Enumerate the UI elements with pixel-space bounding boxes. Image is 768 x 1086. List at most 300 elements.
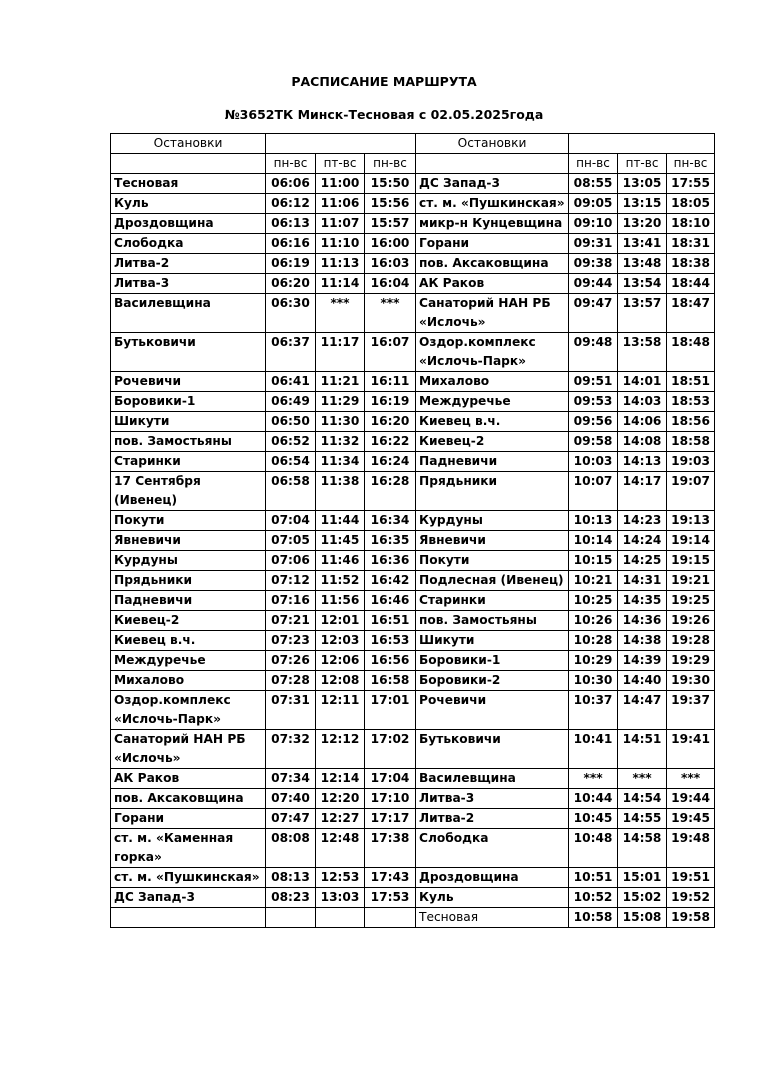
table-row (111, 571, 715, 591)
stop-name-outbound: Рочевичи (111, 372, 266, 392)
time-return: 14:51 (618, 730, 667, 769)
time-outbound: 06:20 (266, 274, 316, 294)
table-row (111, 174, 715, 194)
day-header: пн-вс (569, 154, 618, 174)
time-outbound: 17:17 (365, 809, 416, 829)
stop-name-outbound: пов. Аксаковщина (111, 789, 266, 809)
stop-name-return: Оздор.комплекс «Ислочь-Парк» (416, 333, 569, 372)
header-blank-cell (416, 154, 569, 174)
time-outbound: 11:38 (316, 472, 365, 511)
time-return: 19:15 (667, 551, 715, 571)
stop-name-return: Михалово (416, 372, 569, 392)
time-outbound: 11:10 (316, 234, 365, 254)
stop-name-return: Прядьники (416, 472, 569, 511)
time-outbound: 17:10 (365, 789, 416, 809)
time-return: 14:39 (618, 651, 667, 671)
time-return: 18:44 (667, 274, 715, 294)
time-return: 14:38 (618, 631, 667, 651)
stop-name-return: Падневичи (416, 452, 569, 472)
table-row (111, 691, 715, 730)
time-return: 10:14 (569, 531, 618, 551)
table-row (111, 274, 715, 294)
time-outbound: 07:26 (266, 651, 316, 671)
time-outbound: 07:04 (266, 511, 316, 531)
time-outbound: 15:50 (365, 174, 416, 194)
time-return: 19:13 (667, 511, 715, 531)
table-row (111, 392, 715, 412)
stop-name-outbound: ст. м. «Каменная горка» (111, 829, 266, 868)
time-return: 19:14 (667, 531, 715, 551)
time-outbound: 17:43 (365, 868, 416, 888)
time-return: *** (667, 769, 715, 789)
stop-name-return: микр-н Кунцевщина (416, 214, 569, 234)
time-outbound: 07:23 (266, 631, 316, 651)
stop-name-return: Рочевичи (416, 691, 569, 730)
time-return: 10:37 (569, 691, 618, 730)
table-row (111, 333, 715, 372)
time-return: 19:37 (667, 691, 715, 730)
stop-name-outbound: Бутьковичи (111, 333, 266, 372)
stop-name-return: Литва-2 (416, 809, 569, 829)
time-return: 19:03 (667, 452, 715, 472)
time-return: 10:41 (569, 730, 618, 769)
time-return: 14:31 (618, 571, 667, 591)
table-row (111, 412, 715, 432)
time-return: 14:54 (618, 789, 667, 809)
stop-name-return: Киевец в.ч. (416, 412, 569, 432)
table-row (111, 472, 715, 511)
time-return: 10:29 (569, 651, 618, 671)
time-outbound: 06:19 (266, 254, 316, 274)
stop-name-outbound: Литва-2 (111, 254, 266, 274)
table-row (111, 789, 715, 809)
time-return: 14:25 (618, 551, 667, 571)
time-outbound (365, 908, 416, 928)
stop-name-outbound: Литва-3 (111, 274, 266, 294)
day-header: пн-вс (667, 154, 715, 174)
time-outbound: 11:34 (316, 452, 365, 472)
time-outbound: 12:20 (316, 789, 365, 809)
time-return: 08:55 (569, 174, 618, 194)
time-return: 10:51 (569, 868, 618, 888)
time-outbound (266, 908, 316, 928)
time-outbound: 06:13 (266, 214, 316, 234)
stop-name-outbound: Курдуны (111, 551, 266, 571)
stop-name-outbound: Боровики-1 (111, 392, 266, 412)
table-row (111, 829, 715, 868)
time-outbound: 07:12 (266, 571, 316, 591)
time-return: 18:10 (667, 214, 715, 234)
time-outbound: 08:13 (266, 868, 316, 888)
table-row (111, 551, 715, 571)
time-return: 09:44 (569, 274, 618, 294)
stop-name-outbound: Санаторий НАН РБ «Ислочь» (111, 730, 266, 769)
time-outbound: 16:36 (365, 551, 416, 571)
time-return: 10:44 (569, 789, 618, 809)
time-return: 09:53 (569, 392, 618, 412)
stop-name-outbound: пов. Замостьяны (111, 432, 266, 452)
table-row (111, 294, 715, 333)
time-outbound: 16:24 (365, 452, 416, 472)
time-return: 13:54 (618, 274, 667, 294)
table-row (111, 372, 715, 392)
stop-name-outbound: Оздор.комплекс «Ислочь-Парк» (111, 691, 266, 730)
time-outbound: 06:37 (266, 333, 316, 372)
time-return: 14:23 (618, 511, 667, 531)
time-outbound: 11:52 (316, 571, 365, 591)
time-return: 10:45 (569, 809, 618, 829)
header-blank-left (266, 134, 416, 154)
time-return: 19:44 (667, 789, 715, 809)
time-return: 19:45 (667, 809, 715, 829)
time-outbound: 12:06 (316, 651, 365, 671)
stop-name-return: Литва-3 (416, 789, 569, 809)
time-outbound: 12:48 (316, 829, 365, 868)
time-outbound: *** (316, 294, 365, 333)
day-header: пт-вс (618, 154, 667, 174)
time-return: 19:52 (667, 888, 715, 908)
stop-name-return: Старинки (416, 591, 569, 611)
stop-name-outbound: Тесновая (111, 174, 266, 194)
time-return: 14:17 (618, 472, 667, 511)
time-return: 10:58 (569, 908, 618, 928)
time-outbound: 12:03 (316, 631, 365, 651)
stop-name-outbound: Явневичи (111, 531, 266, 551)
stop-name-outbound: Падневичи (111, 591, 266, 611)
stop-name-return: Бутьковичи (416, 730, 569, 769)
day-header: пт-вс (316, 154, 365, 174)
time-return: 09:47 (569, 294, 618, 333)
time-outbound: 17:53 (365, 888, 416, 908)
stops-header-right: Остановки (416, 134, 569, 154)
time-return: 18:47 (667, 294, 715, 333)
time-outbound: 11:45 (316, 531, 365, 551)
time-return: 19:51 (667, 868, 715, 888)
stop-name-outbound: Горани (111, 809, 266, 829)
time-return: 18:51 (667, 372, 715, 392)
time-outbound: 11:00 (316, 174, 365, 194)
time-return: 14:13 (618, 452, 667, 472)
time-return: 13:48 (618, 254, 667, 274)
time-outbound: 11:29 (316, 392, 365, 412)
stop-name-outbound: Дроздовщина (111, 214, 266, 234)
stop-name-return: Василевщина (416, 769, 569, 789)
time-outbound: 13:03 (316, 888, 365, 908)
time-return: 19:58 (667, 908, 715, 928)
time-return: 10:13 (569, 511, 618, 531)
time-return: 13:57 (618, 294, 667, 333)
stop-name-outbound: Прядьники (111, 571, 266, 591)
table-row (111, 611, 715, 631)
time-outbound: 16:22 (365, 432, 416, 452)
time-outbound: 06:41 (266, 372, 316, 392)
table-row (111, 730, 715, 769)
stop-name-return: Покути (416, 551, 569, 571)
time-outbound: 07:05 (266, 531, 316, 551)
stop-name-return: Санаторий НАН РБ «Ислочь» (416, 294, 569, 333)
time-return: 18:58 (667, 432, 715, 452)
time-outbound: 17:38 (365, 829, 416, 868)
table-row (111, 651, 715, 671)
table-row (111, 631, 715, 651)
time-return: 09:58 (569, 432, 618, 452)
time-outbound (316, 908, 365, 928)
time-return: 18:53 (667, 392, 715, 412)
time-return: 10:21 (569, 571, 618, 591)
time-outbound: 08:08 (266, 829, 316, 868)
time-return: 10:26 (569, 611, 618, 631)
stop-name-outbound: Междуречье (111, 651, 266, 671)
time-outbound: 16:56 (365, 651, 416, 671)
route-subtitle: №3652ТК Минск-Тесновая с 02.05.2025года (224, 107, 544, 122)
stop-name-outbound: Василевщина (111, 294, 266, 333)
stop-name-outbound: Слободка (111, 234, 266, 254)
time-return: 14:47 (618, 691, 667, 730)
time-outbound: 07:32 (266, 730, 316, 769)
time-return: *** (618, 769, 667, 789)
stop-name-outbound: 17 Сентября (Ивенец) (111, 472, 266, 511)
time-return: 14:58 (618, 829, 667, 868)
time-outbound: 16:07 (365, 333, 416, 372)
time-outbound: 11:30 (316, 412, 365, 432)
time-return: 09:31 (569, 234, 618, 254)
time-outbound: 06:54 (266, 452, 316, 472)
time-outbound: 12:53 (316, 868, 365, 888)
time-return: 15:01 (618, 868, 667, 888)
time-return: 13:58 (618, 333, 667, 372)
stop-name-outbound (111, 908, 266, 928)
time-return: 19:26 (667, 611, 715, 631)
stop-name-return: Куль (416, 888, 569, 908)
stop-name-outbound: Михалово (111, 671, 266, 691)
stop-name-return: Междуречье (416, 392, 569, 412)
time-outbound: 16:46 (365, 591, 416, 611)
stop-name-return: Явневичи (416, 531, 569, 551)
time-outbound: 17:02 (365, 730, 416, 769)
time-outbound: 06:49 (266, 392, 316, 412)
table-row (111, 888, 715, 908)
time-return: 10:52 (569, 888, 618, 908)
time-return: 19:07 (667, 472, 715, 511)
table-row (111, 511, 715, 531)
header-blank-right (569, 134, 715, 154)
time-return: 14:03 (618, 392, 667, 412)
time-outbound: 16:35 (365, 531, 416, 551)
time-outbound: 06:50 (266, 412, 316, 432)
time-outbound: 16:53 (365, 631, 416, 651)
time-return: 14:55 (618, 809, 667, 829)
time-outbound: 16:34 (365, 511, 416, 531)
table-row (111, 254, 715, 274)
time-outbound: 07:34 (266, 769, 316, 789)
stop-name-return: Боровики-2 (416, 671, 569, 691)
table-row (111, 591, 715, 611)
table-row (111, 234, 715, 254)
time-return: 10:07 (569, 472, 618, 511)
time-outbound: 11:13 (316, 254, 365, 274)
table-row (111, 809, 715, 829)
time-return: 14:06 (618, 412, 667, 432)
time-outbound: 12:11 (316, 691, 365, 730)
stop-name-return: Шикути (416, 631, 569, 651)
time-return: 13:20 (618, 214, 667, 234)
time-outbound: 16:00 (365, 234, 416, 254)
time-outbound: 16:42 (365, 571, 416, 591)
table-row (111, 769, 715, 789)
time-outbound: 16:58 (365, 671, 416, 691)
time-outbound: 16:51 (365, 611, 416, 631)
time-outbound: 16:03 (365, 254, 416, 274)
stop-name-return: Киевец-2 (416, 432, 569, 452)
day-header: пн-вс (266, 154, 316, 174)
time-outbound: 12:08 (316, 671, 365, 691)
time-return: 10:30 (569, 671, 618, 691)
time-return: 13:05 (618, 174, 667, 194)
header-row-stops (111, 134, 715, 154)
time-outbound: 11:56 (316, 591, 365, 611)
time-return: 19:28 (667, 631, 715, 651)
time-return: 14:35 (618, 591, 667, 611)
stop-name-outbound: ст. м. «Пушкинская» (111, 868, 266, 888)
time-outbound: 07:28 (266, 671, 316, 691)
table-row (111, 671, 715, 691)
stop-name-outbound: АК Раков (111, 769, 266, 789)
time-return: 09:10 (569, 214, 618, 234)
time-outbound: 15:57 (365, 214, 416, 234)
time-outbound: 16:19 (365, 392, 416, 412)
time-return: 14:40 (618, 671, 667, 691)
time-return: 10:15 (569, 551, 618, 571)
time-outbound: 06:52 (266, 432, 316, 452)
stop-name-return: Тесновая (416, 908, 569, 928)
stops-header-left: Остановки (111, 134, 266, 154)
stop-name-return: Слободка (416, 829, 569, 868)
time-outbound: 11:07 (316, 214, 365, 234)
time-outbound: 06:16 (266, 234, 316, 254)
time-outbound: *** (365, 294, 416, 333)
day-header: пн-вс (365, 154, 416, 174)
time-outbound: 17:01 (365, 691, 416, 730)
time-return: 10:25 (569, 591, 618, 611)
time-return: 09:56 (569, 412, 618, 432)
table-row (111, 214, 715, 234)
table-row (111, 432, 715, 452)
time-return: 19:30 (667, 671, 715, 691)
time-return: 18:05 (667, 194, 715, 214)
time-return: 18:38 (667, 254, 715, 274)
table-row (111, 452, 715, 472)
page-title: РАСПИСАНИЕ МАРШРУТА (291, 74, 477, 89)
time-return: 15:08 (618, 908, 667, 928)
stop-name-outbound: Киевец-2 (111, 611, 266, 631)
table-row (111, 868, 715, 888)
stop-name-return: АК Раков (416, 274, 569, 294)
time-outbound: 12:01 (316, 611, 365, 631)
time-return: 09:48 (569, 333, 618, 372)
time-outbound: 11:14 (316, 274, 365, 294)
stop-name-outbound: Куль (111, 194, 266, 214)
time-return: 09:51 (569, 372, 618, 392)
time-outbound: 06:12 (266, 194, 316, 214)
time-return: 10:28 (569, 631, 618, 651)
schedule-table (110, 133, 715, 928)
time-return: 19:41 (667, 730, 715, 769)
time-outbound: 07:47 (266, 809, 316, 829)
time-outbound: 11:44 (316, 511, 365, 531)
time-outbound: 11:32 (316, 432, 365, 452)
time-return: 14:24 (618, 531, 667, 551)
stop-name-return: пов. Аксаковщина (416, 254, 569, 274)
time-return: 13:15 (618, 194, 667, 214)
time-outbound: 11:17 (316, 333, 365, 372)
stop-name-outbound: Старинки (111, 452, 266, 472)
header-row-days (111, 154, 715, 174)
time-outbound: 07:31 (266, 691, 316, 730)
time-return: 14:01 (618, 372, 667, 392)
stop-name-return: ДС Запад-3 (416, 174, 569, 194)
time-outbound: 07:06 (266, 551, 316, 571)
stop-name-return: пов. Замостьяны (416, 611, 569, 631)
stop-name-return: ст. м. «Пушкинская» (416, 194, 569, 214)
time-outbound: 11:21 (316, 372, 365, 392)
table-row (111, 194, 715, 214)
stop-name-return: Подлесная (Ивенец) (416, 571, 569, 591)
stop-name-return: Боровики-1 (416, 651, 569, 671)
time-return: 09:38 (569, 254, 618, 274)
table-row (111, 908, 715, 928)
time-return: 10:48 (569, 829, 618, 868)
time-outbound: 16:28 (365, 472, 416, 511)
time-return: 18:31 (667, 234, 715, 254)
time-outbound: 16:04 (365, 274, 416, 294)
time-outbound: 12:12 (316, 730, 365, 769)
time-outbound: 11:46 (316, 551, 365, 571)
stop-name-return: Дроздовщина (416, 868, 569, 888)
time-outbound: 15:56 (365, 194, 416, 214)
time-return: 15:02 (618, 888, 667, 908)
table-row (111, 531, 715, 551)
time-return: 19:48 (667, 829, 715, 868)
time-return: 13:41 (618, 234, 667, 254)
time-return: 19:25 (667, 591, 715, 611)
time-outbound: 06:06 (266, 174, 316, 194)
stop-name-outbound: ДС Запад-3 (111, 888, 266, 908)
time-outbound: 06:30 (266, 294, 316, 333)
stop-name-return: Горани (416, 234, 569, 254)
time-outbound: 07:21 (266, 611, 316, 631)
time-return: 18:56 (667, 412, 715, 432)
time-return: 14:08 (618, 432, 667, 452)
time-outbound: 11:06 (316, 194, 365, 214)
time-outbound: 16:20 (365, 412, 416, 432)
time-outbound: 16:11 (365, 372, 416, 392)
time-return: 18:48 (667, 333, 715, 372)
time-return: *** (569, 769, 618, 789)
stop-name-outbound: Шикути (111, 412, 266, 432)
header-blank-cell (111, 154, 266, 174)
time-return: 14:36 (618, 611, 667, 631)
time-outbound: 07:16 (266, 591, 316, 611)
time-return: 19:29 (667, 651, 715, 671)
time-return: 10:03 (569, 452, 618, 472)
time-outbound: 08:23 (266, 888, 316, 908)
time-return: 19:21 (667, 571, 715, 591)
time-return: 17:55 (667, 174, 715, 194)
time-outbound: 12:27 (316, 809, 365, 829)
stop-name-outbound: Киевец в.ч. (111, 631, 266, 651)
time-outbound: 06:58 (266, 472, 316, 511)
stop-name-return: Курдуны (416, 511, 569, 531)
